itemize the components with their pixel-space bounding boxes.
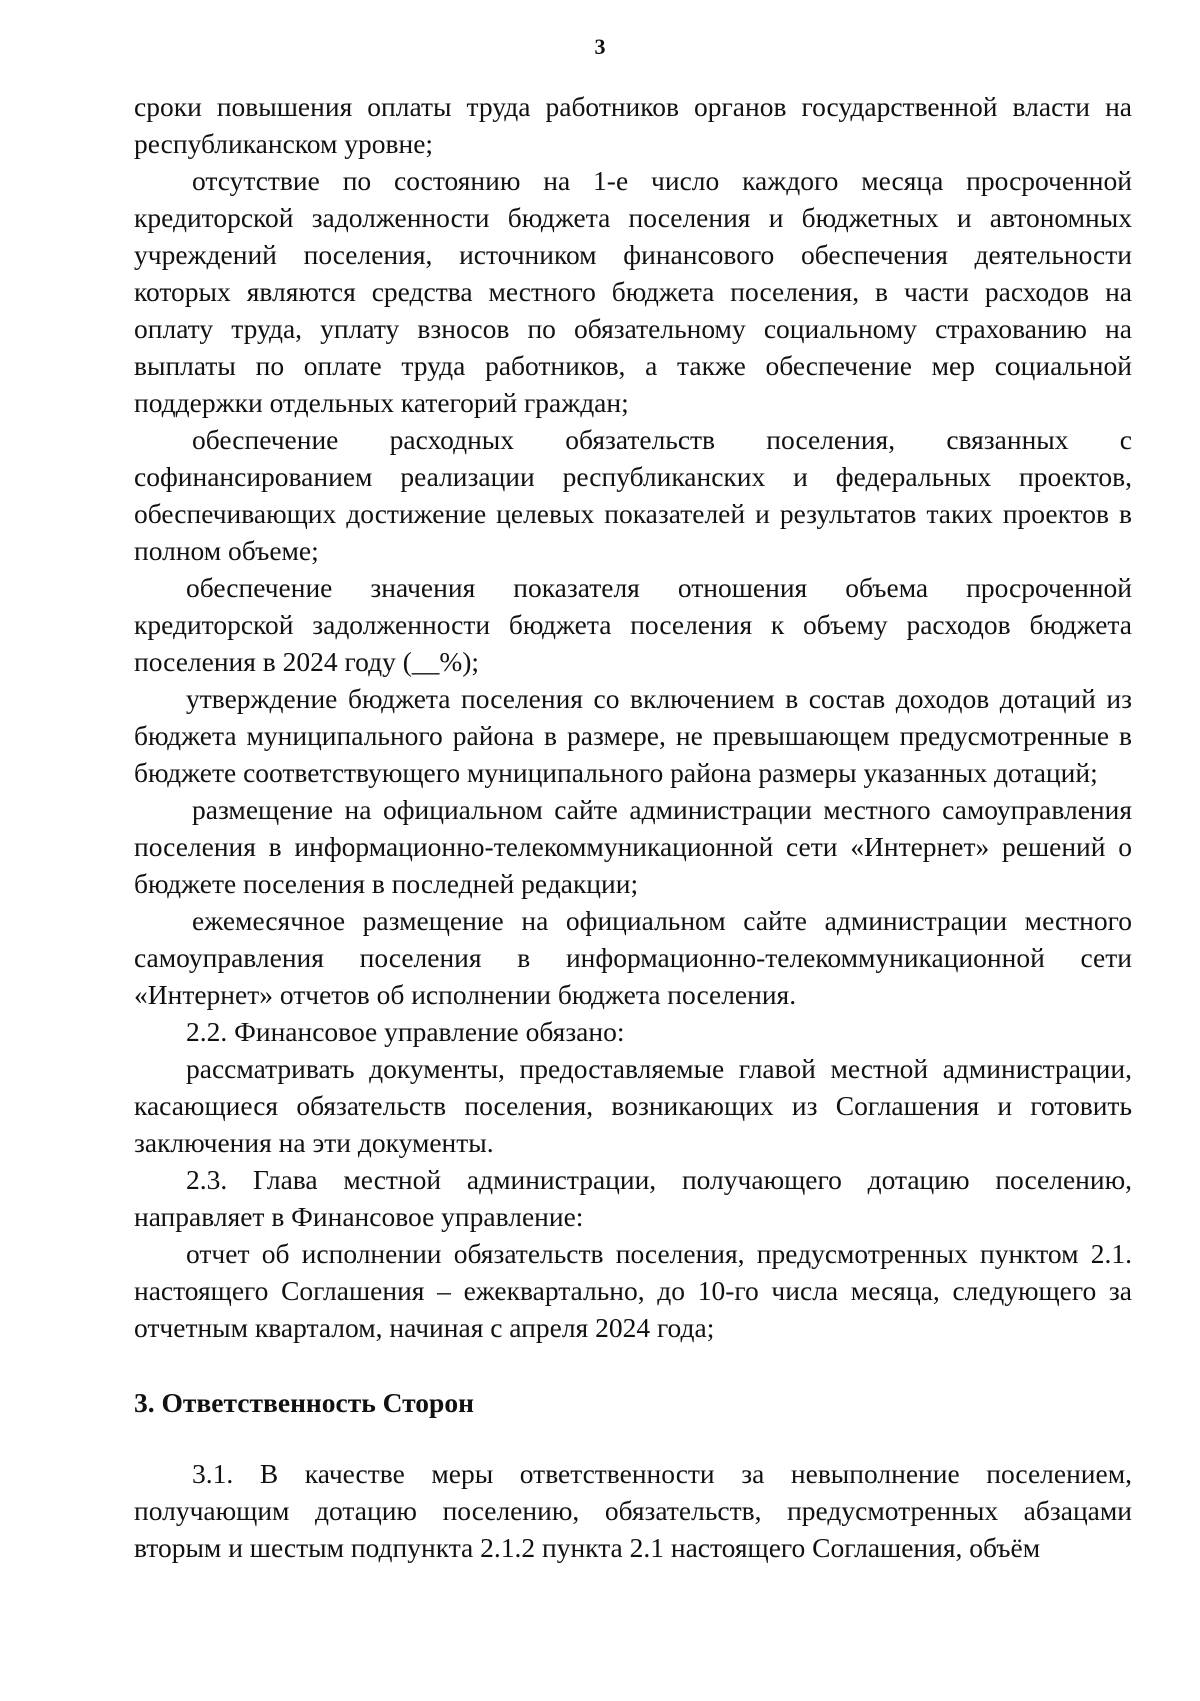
paragraph-budget-publication: размещение на официальном сайте администрации местного самоуправления поселения в информационно-телекоммуникационной сети «Интернет» решений о бюджете поселения в последней редакции; — [134, 794, 1132, 899]
paragraph-budget-approval: утверждение бюджета поселения со включением в состав доходов дотаций из бюджета муниципального района в размере, не превышающем предусмотренные в бюджете соответствующего муниципального района размеры указанных дотаций; — [134, 683, 1132, 788]
paragraph-section-2-3: 2.3. Глава местной администрации, получающего дотацию поселению, направляет в Финансовое управление: — [134, 1164, 1132, 1232]
paragraph-no-overdue-debt: отсутствие по состоянию на 1-е число каждого месяца просроченной кредиторской задолженности бюджета поселения и бюджетных и автономных учреждений поселения, источником финансового обеспечения деятельности которых являются средства местного бюджета поселения, в части расходов на оплату труда, уплату взносов по обязательному социальному страхованию на выплаты по оплате труда работников, а также обеспечение мер социальной поддержки отдельных категорий граждан; — [134, 165, 1132, 418]
page-number: 3 — [594, 34, 606, 59]
paragraph-debt-ratio: обеспечение значения показателя отношения объема просроченной кредиторской задолженности бюджета поселения к объему расходов бюджета поселения в 2024 году (__%); — [134, 572, 1132, 677]
paragraph-review-documents: рассматривать документы, предоставляемые главой местной администрации, касающиеся обязательств поселения, возникающих из Соглашения и готовить заключения на эти документы. — [134, 1053, 1132, 1158]
document-body — [134, 88, 1132, 1566]
paragraph-section-2-2: 2.2. Финансовое управление обязано: — [186, 1016, 625, 1047]
section-heading-responsibility: 3. Ответственность Сторон — [134, 1387, 474, 1418]
paragraph-cofinancing: обеспечение расходных обязательств поселения, связанных с софинансированием реализации республиканских и федеральных проектов, обеспечивающих достижение целевых показателей и результатов таких проектов в полном объеме; — [134, 424, 1132, 566]
paragraph-salary-terms: сроки повышения оплаты труда работников органов государственной власти на республиканском уровне; — [134, 91, 1132, 159]
paragraph-monthly-reports: ежемесячное размещение на официальном сайте администрации местного самоуправления поселения в информационно-телекоммуникационной сети «Интернет» отчетов об исполнении бюджета поселения. — [134, 905, 1132, 1010]
paragraph-section-3-1: 3.1. В качестве меры ответственности за невыполнение поселением, получающим дотацию поселению, обязательств, предусмотренных абзацами вторым и шестым подпункта 2.1.2 пункта 2.1 настоящего Соглашения, объём — [134, 1458, 1132, 1563]
paragraph-quarterly-report: отчет об исполнении обязательств поселения, предусмотренных пунктом 2.1. настоящего Соглашения – ежеквартально, до 10-го числа месяца, следующего за отчетным кварталом, начиная с апреля 2024 года; — [134, 1238, 1132, 1343]
